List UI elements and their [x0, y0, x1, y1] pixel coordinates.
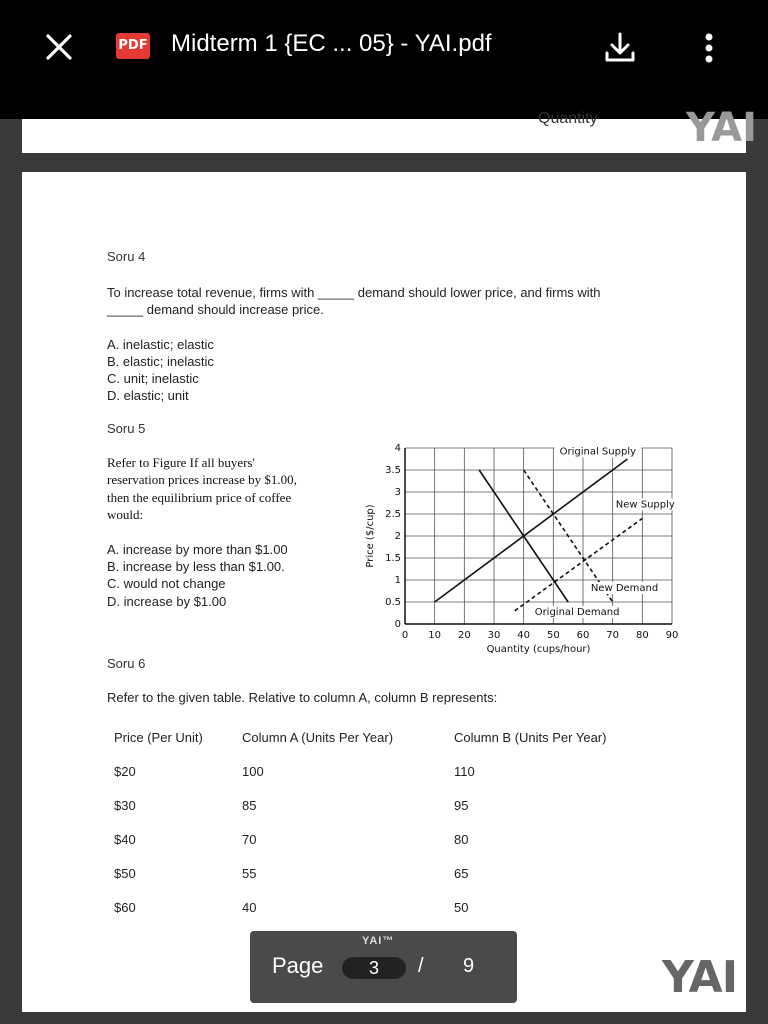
question-4-option: D. elastic; unit	[107, 388, 189, 403]
question-4-text-line1: To increase total revenue, firms with _____ demand should lower price, and firms with	[107, 285, 601, 300]
current-page-input[interactable]: 3	[342, 957, 406, 979]
table-cell: 50	[454, 900, 469, 915]
table-cell: 65	[454, 866, 469, 881]
more-vert-icon[interactable]	[695, 28, 723, 68]
x-axis-label: Quantity (cups/hour)	[486, 644, 591, 655]
y-tick-label: 1.5	[385, 553, 401, 564]
x-tick-label: 30	[487, 630, 501, 641]
series-label: New Supply	[615, 499, 675, 511]
supply-demand-chart	[342, 434, 682, 654]
table-cell: 80	[454, 832, 469, 847]
previous-page-fragment	[22, 105, 757, 153]
question-6-title: Soru 6	[107, 656, 146, 671]
table-cell: $50	[114, 866, 136, 881]
question-4-text-line2: _____ demand should increase price.	[107, 302, 324, 317]
document-title: Midterm 1 {EC ... 05} - YAI.pdf	[171, 30, 492, 57]
y-tick-label: 3	[394, 487, 401, 498]
question-4-option: A. inelastic; elastic	[107, 337, 214, 352]
table-cell: 85	[242, 798, 257, 813]
table-cell: $20	[114, 764, 136, 779]
question-5-option: D. increase by $1.00	[107, 594, 227, 609]
question-5-text-line: then the equilibrium price of coffee	[107, 490, 292, 505]
pdf-file-icon: PDF	[116, 33, 150, 59]
y-axis-label: Price ($/cup)	[365, 504, 376, 568]
question-5-option: A. increase by more than $1.00	[107, 542, 288, 557]
question-4-title: Soru 4	[107, 249, 146, 264]
watermark: YAI	[662, 952, 738, 1003]
x-tick-label: 20	[457, 630, 471, 641]
x-tick-label: 40	[517, 630, 531, 641]
table-header: Price (Per Unit)	[114, 730, 203, 745]
table-cell: $30	[114, 798, 136, 813]
x-tick-label: 90	[665, 630, 679, 641]
table-cell: 55	[242, 866, 257, 881]
y-tick-label: 2	[394, 531, 401, 542]
series-label: Original Demand	[534, 607, 620, 619]
page-label: Page	[272, 953, 324, 978]
table-cell: 110	[454, 764, 475, 779]
download-icon[interactable]	[600, 28, 640, 68]
series-label: Original Supply	[559, 446, 637, 458]
table-cell: $40	[114, 832, 136, 847]
page-separator: /	[418, 955, 424, 977]
question-5-text-line: Refer to Figure If all buyers'	[107, 455, 255, 470]
x-tick-label: 80	[635, 630, 649, 641]
question-5-option: B. increase by less than $1.00.	[107, 559, 285, 574]
series-label: New Demand	[590, 583, 659, 594]
table-cell: $60	[114, 900, 136, 915]
table-cell: 40	[242, 900, 257, 915]
question-5-option: C. would not change	[107, 576, 226, 591]
x-tick-label: 10	[428, 630, 442, 641]
axis-label-fragment: Quantity	[538, 110, 598, 127]
table-header: Column B (Units Per Year)	[454, 730, 607, 745]
x-tick-label: 60	[576, 630, 590, 641]
question-5-text-line: would:	[107, 507, 144, 522]
x-tick-label: 70	[606, 630, 620, 641]
y-tick-label: 1	[394, 575, 401, 586]
y-tick-label: 0.5	[385, 597, 401, 608]
total-pages: 9	[463, 955, 475, 977]
series-line	[515, 518, 643, 610]
table-cell: 95	[454, 798, 469, 813]
question-4-option: C. unit; inelastic	[107, 371, 199, 386]
question-6-text: Refer to the given table. Relative to column A, column B represents:	[107, 690, 498, 705]
question-5-text-line: reservation prices increase by $1.00,	[107, 472, 297, 487]
question-4-option: B. elastic; inelastic	[107, 354, 214, 369]
close-icon[interactable]	[42, 30, 76, 64]
table-cell: 70	[242, 832, 257, 847]
y-tick-label: 0	[394, 619, 401, 630]
y-tick-label: 4	[394, 443, 401, 454]
x-tick-label: 50	[546, 630, 560, 641]
app-toolbar	[0, 0, 768, 119]
table-cell: 100	[242, 764, 264, 779]
page-navigator	[250, 931, 517, 1003]
pdf-page	[22, 172, 746, 1012]
y-tick-label: 3.5	[385, 465, 401, 476]
watermark: YAI	[686, 105, 757, 151]
y-tick-label: 2.5	[385, 509, 401, 520]
table-header: Column A (Units Per Year)	[242, 730, 394, 745]
question-5-title: Soru 5	[107, 421, 146, 436]
brand-label: YAI™	[362, 935, 395, 947]
x-tick-label: 0	[401, 630, 409, 641]
